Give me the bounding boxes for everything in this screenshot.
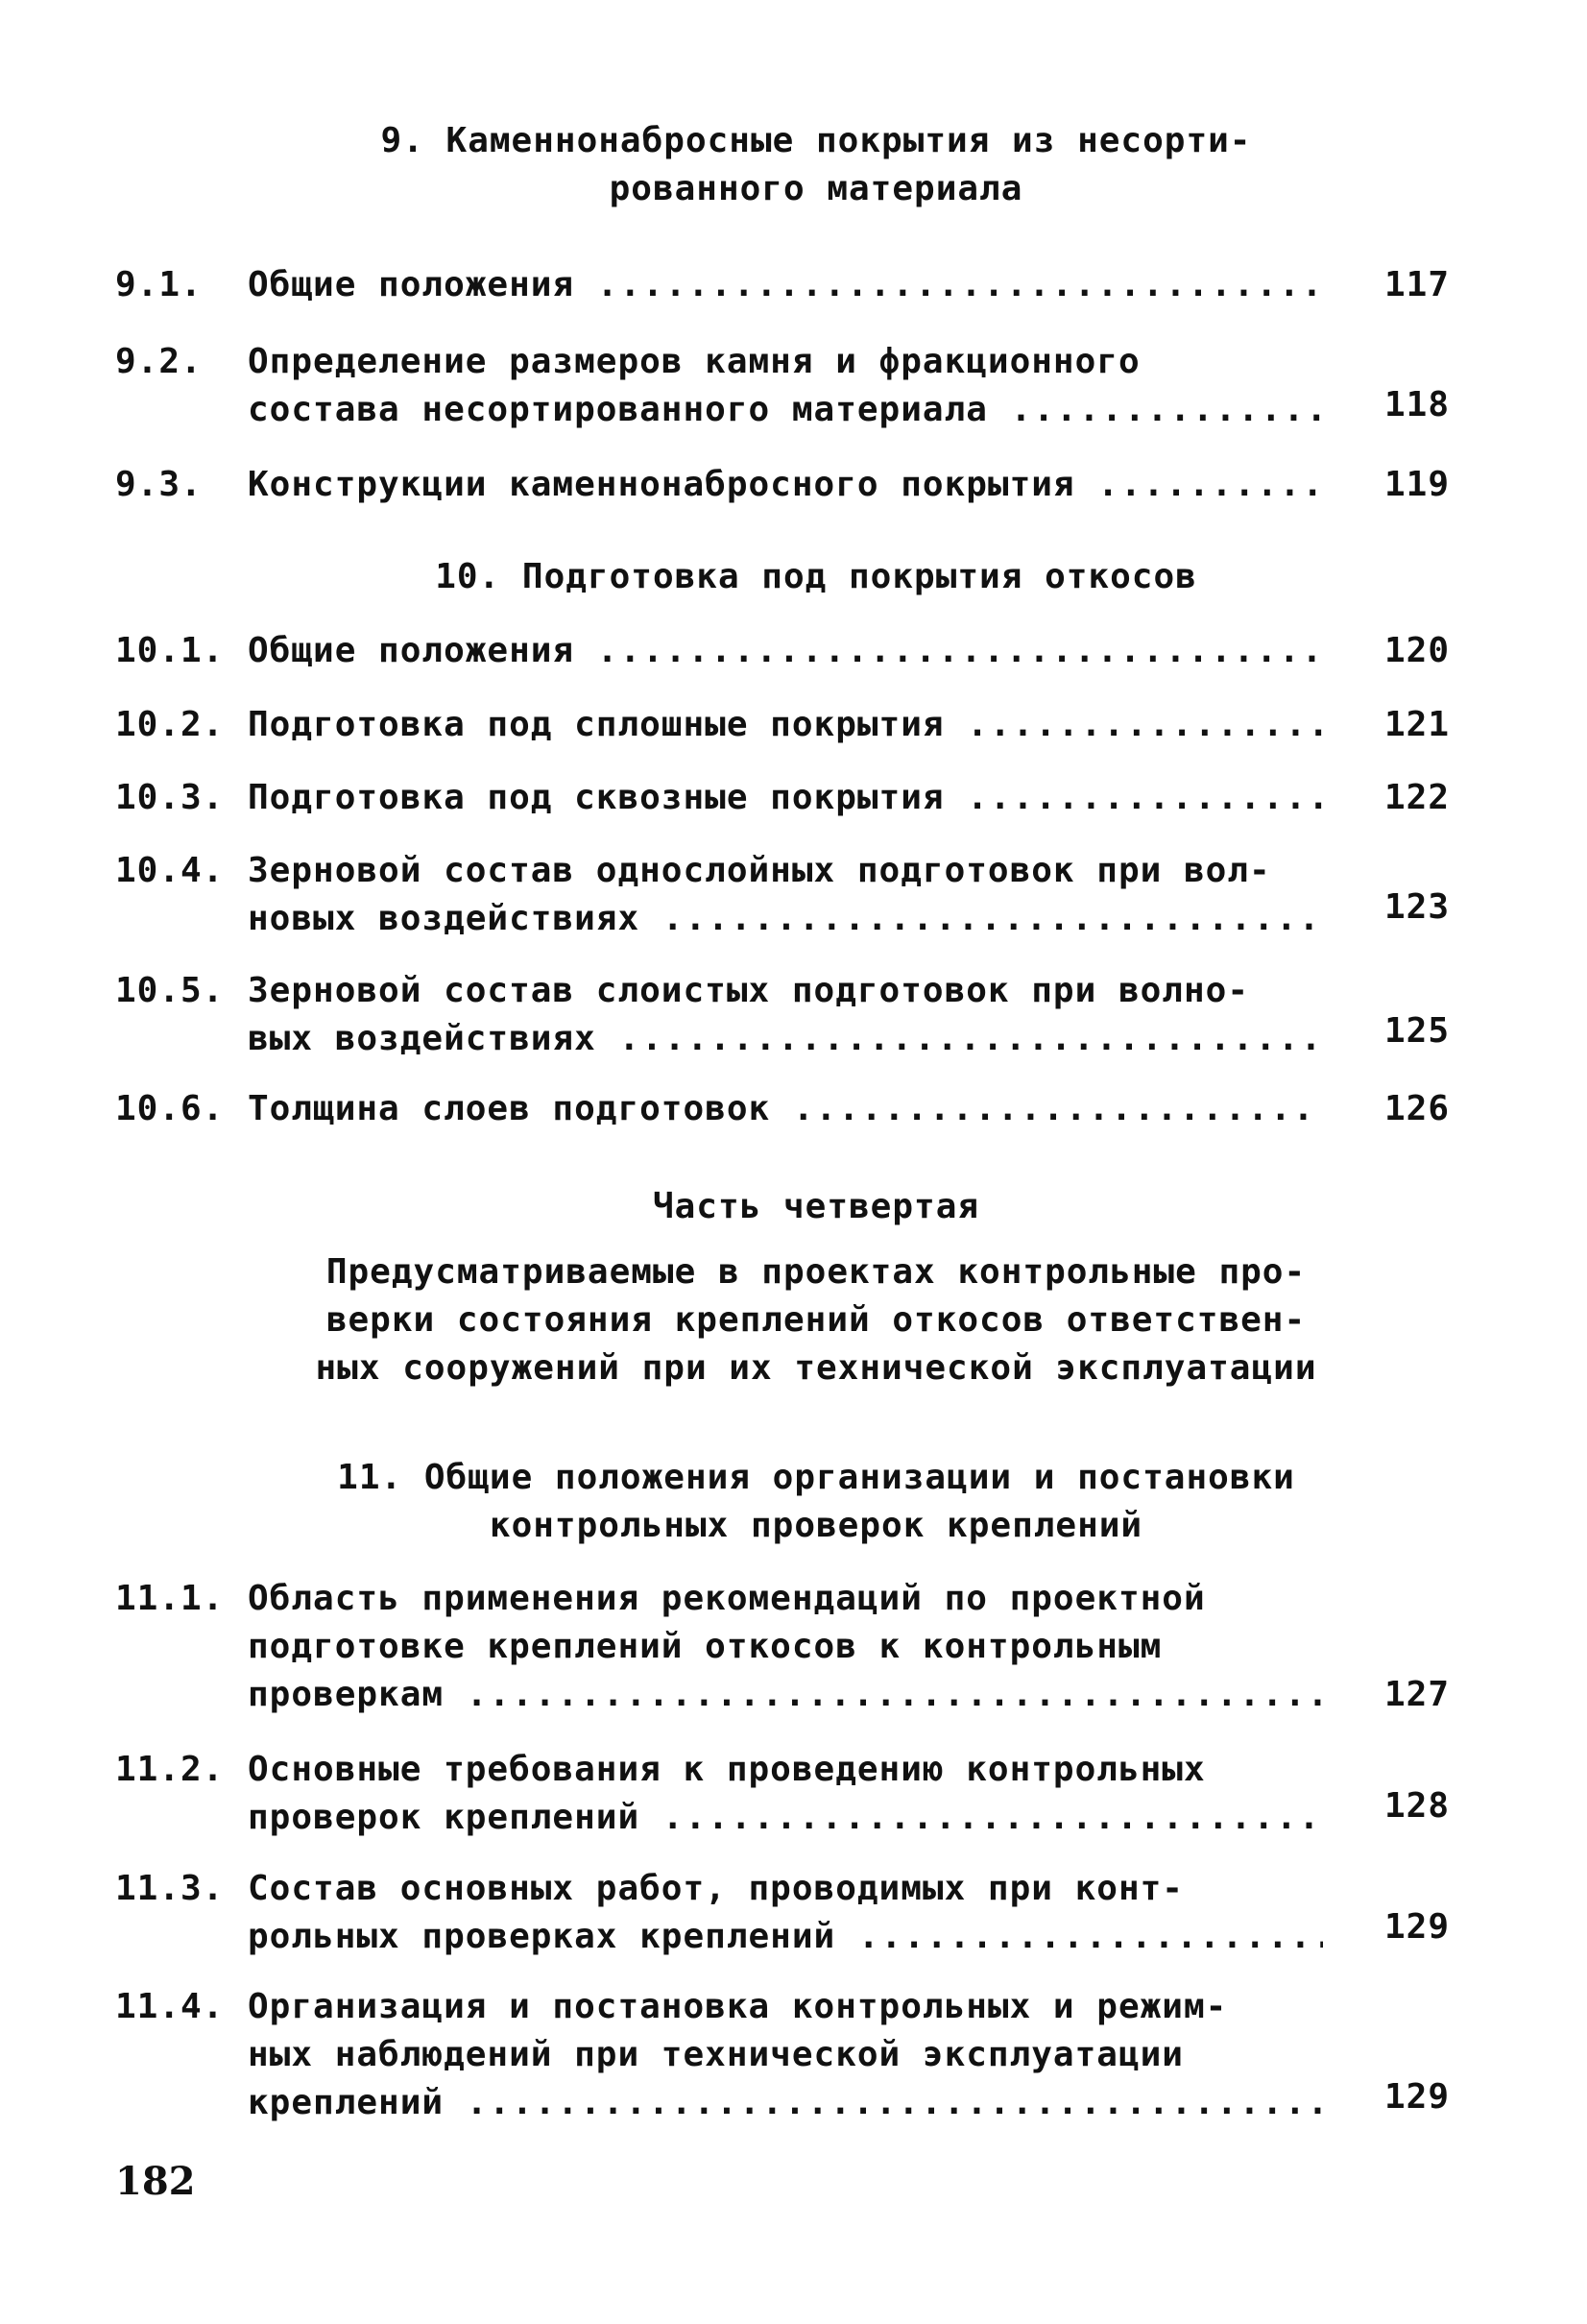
toc-entry-10-1[interactable] [115,627,1450,675]
entry-number: 11.3. [115,1869,225,1908]
heading-line: ных сооружений при их технической эксплуатации [315,1348,1317,1388]
entry-title: Область применения рекомендаций по проектной [248,1579,1206,1618]
entry-number: 11.4. [115,1987,225,2026]
entry-title-cont: проверок креплений ..... [248,1794,1323,1842]
entry-number: 11.2. [115,1750,225,1789]
entry-title-cont: подготовке креплений откосов к контрольным [248,1627,1163,1666]
entry-title: Подготовка под сплошные покрытия ..... [248,701,1323,749]
toc-entry-9-2[interactable] [115,338,1450,434]
entry-title: Толщина слоев подготовок ..... [248,1085,1323,1133]
heading-line: рованного материала [609,169,1023,208]
entry-page: 129 [1383,1907,1450,1947]
entry-title: Зерновой состав однослойных подготовок при вол- [248,851,1271,890]
heading-line: Часть четвертая [652,1187,980,1226]
entry-number: 10.4. [115,851,225,890]
entry-page: 129 [1383,2077,1450,2117]
entry-title-cont: новых воздействиях ..... [248,895,1323,943]
toc-entry-10-6[interactable] [115,1085,1450,1133]
toc-entry-10-5[interactable] [115,967,1450,1063]
entry-title: Состав основных работ, проводимых при конт- [248,1869,1184,1908]
section-heading-11 [250,1454,1383,1550]
heading-line: 10. Подготовка под покрытия откосов [435,557,1197,596]
toc-entry-11-4[interactable] [115,1983,1450,2127]
entry-page: 125 [1383,1011,1450,1051]
toc-entry-11-2[interactable] [115,1746,1450,1842]
entry-number: 9.2. [115,342,203,381]
entry-number: 10.6. [115,1089,225,1128]
toc-entry-10-4[interactable] [115,847,1450,943]
entry-title: Основные требования к проведению контрольных [248,1750,1206,1789]
entry-number: 10.1. [115,631,225,670]
toc-entry-10-3[interactable] [115,774,1450,822]
entry-page: 127 [1383,1675,1450,1714]
entry-title: Общие положения ..... [248,627,1323,675]
entry-page: 118 [1383,385,1450,424]
entry-title-cont: проверкам ..... [248,1671,1323,1719]
toc-entry-9-3[interactable] [115,461,1450,509]
entry-title: Общие положения ..... [248,261,1323,309]
entry-title-cont: состава несортированного материала ..... [248,386,1323,434]
part-subtitle [240,1248,1392,1392]
entry-title-cont: ных наблюдений при технической эксплуатации [248,2035,1184,2074]
entry-number: 9.1. [115,265,203,304]
section-heading-9 [250,117,1383,213]
entry-title: Подготовка под сквозные покрытия ..... [248,774,1323,822]
entry-number: 10.5. [115,971,225,1010]
part-heading [250,1183,1383,1231]
toc-entry-11-1[interactable] [115,1575,1450,1719]
entry-page: 119 [1383,465,1450,504]
entry-number: 10.3. [115,778,225,817]
heading-line: Предусматриваемые в проектах контрольные про- [325,1252,1307,1292]
entry-page: 121 [1383,705,1450,744]
heading-line: 11. Общие положения организации и постановки [337,1458,1295,1497]
heading-line: 9. Каменнонабросные покрытия из несорти- [380,121,1252,160]
entry-title-cont: креплений ..... [248,2079,1323,2127]
entry-page: 123 [1383,887,1450,927]
entry-title: Конструкции каменнонабросного покрытия ..... [248,461,1323,509]
entry-page: 120 [1383,631,1450,670]
entry-title: Зерновой состав слоистых подготовок при волно- [248,971,1249,1010]
page-number: 182 [115,2159,196,2204]
heading-line: верки состояния креплений откосов ответствен- [325,1300,1307,1340]
entry-title: Определение размеров камня и фракционного [248,342,1141,381]
entry-title-cont: вых воздействиях ..... [248,1015,1323,1063]
entry-number: 10.2. [115,705,225,744]
toc-entry-11-3[interactable] [115,1865,1450,1961]
heading-line: контрольных проверок креплений [489,1506,1143,1545]
entry-page: 117 [1383,265,1450,304]
toc-entry-9-1[interactable] [115,261,1450,309]
section-heading-10 [250,553,1383,601]
entry-number: 11.1. [115,1579,225,1618]
entry-page: 122 [1383,778,1450,817]
entry-title: Организация и постановка контрольных и режим- [248,1987,1228,2026]
entry-number: 9.3. [115,465,203,504]
entry-title-cont: рольных проверках креплений ..... [248,1913,1323,1961]
toc-entry-10-2[interactable] [115,701,1450,749]
entry-page: 126 [1383,1089,1450,1128]
entry-page: 128 [1383,1786,1450,1826]
